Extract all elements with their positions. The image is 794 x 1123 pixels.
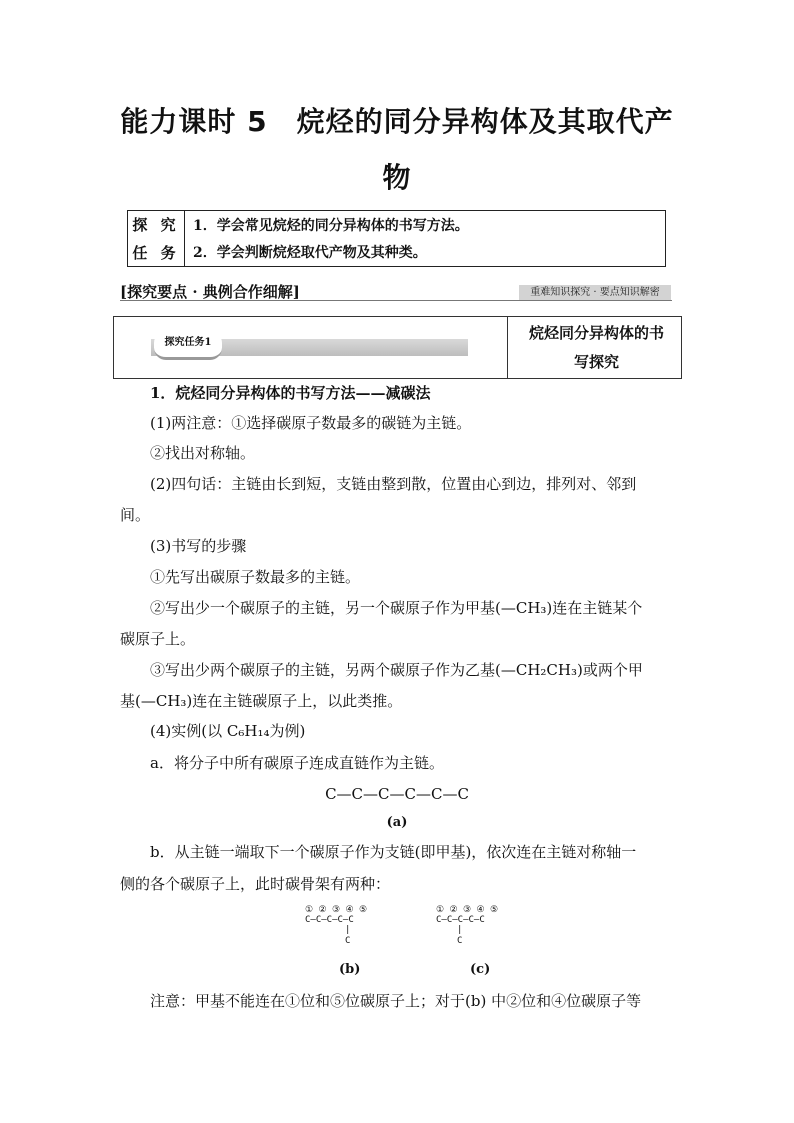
paragraph-note: 注意：甲基不能连在①位和⑤位碳原子上；对于(b) 中②位和④位碳原子等 xyxy=(150,992,642,1010)
structure-b-branch: C xyxy=(345,936,351,946)
structure-c-chain: C—C—C—C—C xyxy=(436,915,485,925)
paragraph: 基(—CH₃)连在主链碳原子上，以此类推。 xyxy=(120,692,403,710)
paragraph: (1)两注意：①选择碳原子数最多的碳链为主链。 xyxy=(150,414,472,432)
structure-c-label: (c) xyxy=(470,962,491,977)
paragraph: b．从主链一端取下一个碳原子作为支链(即甲基)，依次连在主链对称轴一 xyxy=(150,843,637,861)
task-title-line2: 写探究 xyxy=(573,352,619,371)
structure-c-branch: C xyxy=(457,936,463,946)
task-title-line1: 烷烃同分异构体的书 xyxy=(528,323,664,342)
paragraph: ②写出少一个碳原子的主链，另一个碳原子作为甲基(—CH₃)连在主链某个 xyxy=(150,599,643,617)
structure-c-positions: ① ② ③ ④ ⑤ xyxy=(436,905,499,915)
structure-b-positions: ① ② ③ ④ ⑤ xyxy=(305,905,368,915)
tasks-label xyxy=(128,211,185,266)
structure-b-chain: C—C—C—C—C xyxy=(305,915,354,925)
paragraph: ②找出对称轴。 xyxy=(150,444,256,462)
structure-a-label: (a) xyxy=(386,815,408,830)
tasks-items xyxy=(185,211,665,266)
tasks-label-bottom: 任 务 xyxy=(132,243,180,262)
task-header-title xyxy=(514,317,679,378)
task-header-divider xyxy=(507,317,508,378)
task-header-box xyxy=(113,316,682,379)
paragraph: 碳原子上。 xyxy=(120,630,196,648)
page-title-continued: 物 xyxy=(382,161,412,194)
structure-b-label: (b) xyxy=(339,962,361,977)
task-item-1: 1．学会常见烷烃的同分异构体的书写方法。 xyxy=(193,217,469,234)
task-item-2: 2．学会判断烷烃取代产物及其种类。 xyxy=(193,245,427,262)
learning-tasks-table xyxy=(127,210,666,267)
section-rule xyxy=(120,300,672,301)
section-banner: [探究要点 · 典例合作细解] xyxy=(120,283,300,301)
task-pill: 探究任务1 xyxy=(154,331,222,360)
paragraph: 侧的各个碳原子上，此时碳骨架有两种： xyxy=(120,875,391,893)
paragraph: (4)实例(以 C₆H₁₄为例) xyxy=(150,722,306,740)
paragraph: 间。 xyxy=(120,506,151,524)
tasks-label-top: 探 究 xyxy=(132,216,180,235)
section-tag: 重难知识探究 · 要点知识解密 xyxy=(519,285,671,300)
paragraph: (2)四句话：主链由长到短，支链由整到散，位置由心到边，排列对、邻到 xyxy=(150,475,637,493)
structure-a-chain: C—C—C—C—C—C xyxy=(325,785,469,803)
paragraph: (3)书写的步骤 xyxy=(150,537,247,555)
structure-b-bond: | xyxy=(345,925,351,935)
paragraph: a．将分子中所有碳原子连成直链作为主链。 xyxy=(150,754,444,772)
structure-c-bond: | xyxy=(457,925,463,935)
page-title: 能力课时 5 烷烃的同分异构体及其取代产 xyxy=(120,105,674,138)
paragraph: ③写出少两个碳原子的主链，另两个碳原子作为乙基(—CH₂CH₃)或两个甲 xyxy=(150,661,643,679)
heading-method: 1．烷烃同分异构体的书写方法——减碳法 xyxy=(150,384,431,402)
paragraph: ①先写出碳原子数最多的主链。 xyxy=(150,568,361,586)
